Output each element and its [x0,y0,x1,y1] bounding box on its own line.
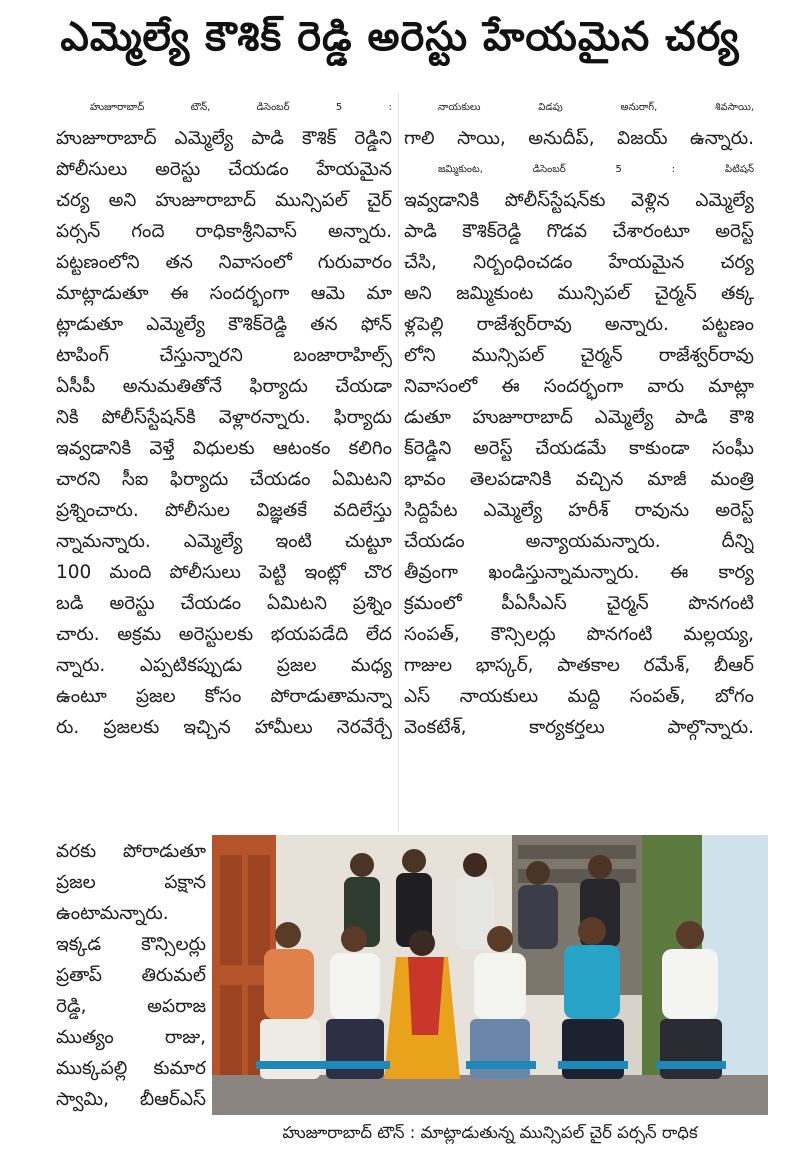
text-line: పాడి కౌశిక్‌రెడ్డి గొడవ చేశారంటూ అరెస్ట్ [404,221,754,242]
narrow-column [56,836,206,1115]
group-photo-illustration [212,835,768,1115]
column-divider [398,92,399,832]
right-column [404,92,754,743]
text-line: జమ్మికుంట, డిసెంబర్ 5 : పిటిషన్ [438,164,754,175]
text-line: భావం తెలపడానికి వచ్చిన మాజీ మంత్రి [404,469,754,490]
text-line: తీవ్రంగా ఖండిస్తున్నామన్నారు. ఈ కార్య [404,562,754,583]
text-line: నివాసంలో ఈ సందర్భంగా వారు మాట్లా [404,376,754,397]
news-photo [212,835,768,1115]
text-line: చర్య అని హుజూరాబాద్ మున్సిపల్ చైర్ [56,190,392,211]
text-line: అని జమ్మికుంట మున్సిపల్ చైర్మన్ తక్క [404,283,754,304]
text-line: ప్రజల పక్షాన [56,872,206,893]
text-line: ఇక్కడ కౌన్సిలర్లు [56,934,206,955]
text-line: చేయడం అన్యాయమన్నారు. దీన్ని [404,531,754,552]
text-line: హుజూరాబాద్ టౌన్, డిసెంబర్ 5 : [90,102,392,113]
text-line: టాపింగ్ చేస్తున్నారని బంజారాహిల్స్ [56,345,392,366]
text-line: నికి పోలీస్‌స్టేషన్‌కి వెళ్లారన్నారు. ఫిర్యాదు [56,407,392,428]
text-line: క్రమంలో పీఏసీఎస్ చైర్మన్ పొనగంటి [404,593,754,614]
text-line: ఉంటామన్నారు. [56,903,169,924]
text-line: ప్రశ్నించారు. పోలీసుల విజ్ఞతకే వదిలేస్తు [56,500,392,521]
text-line: చారు. అక్రమ అరెస్టులకు భయపడేది లేద [56,624,392,645]
left-column [56,92,392,743]
text-line: బడి అరెస్టు చేయడం ఏమిటని ప్రశ్నిం [56,593,392,614]
text-line: గాజుల భాస్కర్, పాతకాల రమేశ్, బీఆర్ [404,655,754,676]
text-line: చేసి, నిర్బంధించడం హేయమైన చర్య [404,252,754,273]
text-line: ప్రతాప్ తిరుమల్ [56,965,206,986]
text-line: పట్టణంలోని తన నివాసంలో గురువారం [56,252,392,273]
text-line: హుజూరాబాద్ ఎమ్మెల్యే పాడి కౌశిక్ రెడ్డిని [56,128,392,149]
text-line: ఇవ్వడానికి వెళ్తే విధులకు ఆటంకం కలిగిం [56,438,392,459]
text-line: న్నామన్నారు. ఎమ్మెల్యే ఇంటి చుట్టూ [56,531,392,552]
text-line: ఉంటూ ప్రజల కోసం పోరాడుతామన్నా [56,686,392,707]
text-line: సంపత్, కౌన్సిలర్లు పొనగంటి మల్లయ్య, [404,624,754,645]
text-line: డుతూ హుజూరాబాద్ ఎమ్మెల్యే పాడి కౌశి [404,407,754,428]
text-line: న్నారు. ఎప్పటికప్పుడు ప్రజల మధ్య [56,655,392,676]
text-line: 100 మంది పోలీసులు పెట్టి ఇంట్లో చొర [56,562,392,583]
text-line: ళ్లపెల్లి రాజేశ్వర్‌రావు అన్నారు. పట్టణం [404,314,754,335]
headline: ఎమ్మెల్యే కౌశిక్ రెడ్డి అరెస్టు హేయమైన చర్య [60,14,740,60]
text-line: ముత్యం రాజు, [56,1027,206,1048]
text-line: క్‌రెడ్డిని అరెస్ట్ చేయడమే కాకుండా సంఘీ [404,438,754,459]
text-line: ట్లాడుతూ ఎమ్మెల్యే కౌశిక్‌రెడ్డి తన ఫోన్ [56,314,392,335]
photo-caption: హుజూరాబాద్ టౌన్ : మాట్లాడుతున్న మున్సిపల్ చైర్ పర్సన్ రాధిక [282,1123,698,1142]
text-line: ముక్కపల్లి కుమార [56,1058,206,1079]
text-line: సిద్దిపేట ఎమ్మెల్యే హరీశ్ రావును అరెస్ట్ [404,500,754,521]
text-line: వరకు పోరాడుతూ [56,841,206,862]
text-line: స్వామి, బీఆర్ఎస్ [56,1089,206,1110]
text-line: పోలీసులు అరెస్టు చేయడం హేయమైన [56,159,392,180]
text-line: రు. ప్రజలకు ఇచ్చిన హామీలు నెరవేర్చే [56,717,392,738]
text-line: ఏసీపీ అనుమతితోనే ఫిర్యాదు చేయడా [56,376,392,397]
text-line: ఇవ్వడానికి పోలీస్‌స్టేషన్‌కు వెళ్లిన ఎమ్మెల్యే [404,190,754,211]
text-line: చారని సీఐ ఫిర్యాదు చేయడం ఏమిటని [56,469,392,490]
text-line: రెడ్డి, అపరాజ [56,996,206,1017]
text-line: వెంకటేశ్, కార్యకర్తలు పాల్గొన్నారు. [404,717,754,738]
text-line: ఎస్ నాయకులు మద్ది సంపత్, బోగం [404,686,754,707]
text-line: నాయకులు విడపు అనురాగ్, శివసాయి, [438,102,754,113]
text-line: పర్సన్ గందె రాధికాశ్రీనివాస్ అన్నారు. [56,221,392,242]
text-line: గాలి సాయి, అనుదీప్, విజయ్ ఉన్నారు. [404,128,754,149]
text-line: లోని మున్సిపల్ చైర్మన్ రాజేశ్వర్‌రావు [404,345,754,366]
text-line: మాట్లాడుతూ ఈ సందర్భంగా ఆమె మా [56,283,392,304]
